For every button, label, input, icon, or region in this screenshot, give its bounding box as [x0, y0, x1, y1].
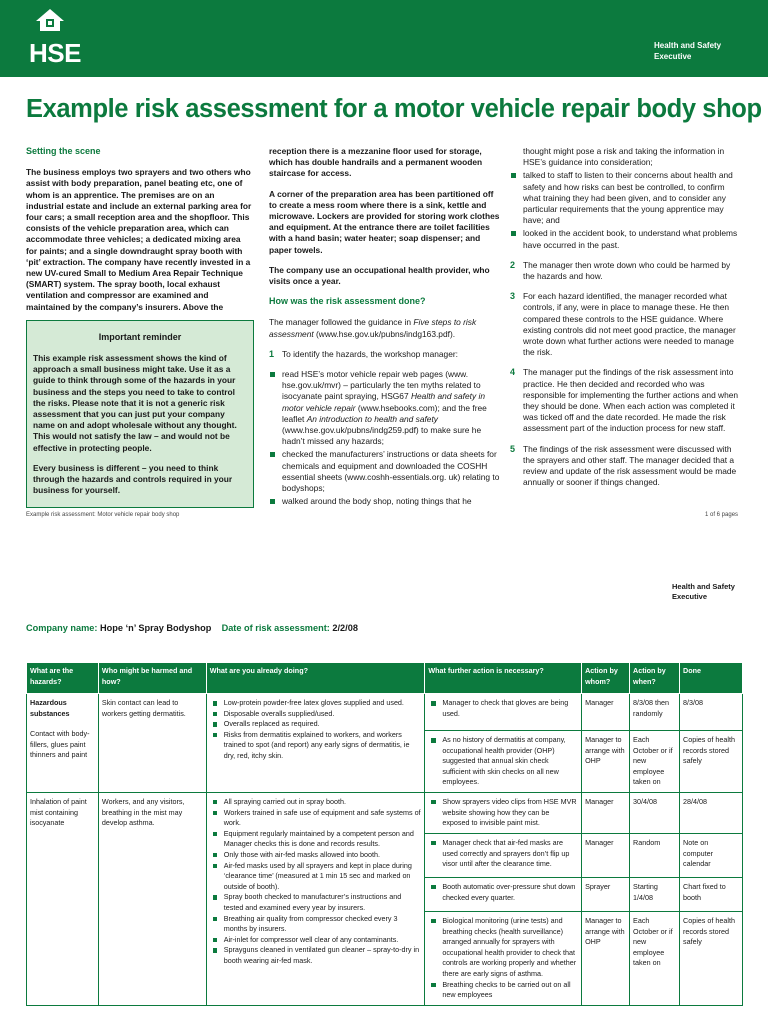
list-item: Spray booth checked to manufacturer’s instructions and tested and examined every year by insurers. — [210, 892, 422, 913]
list-item: Biological monitoring (urine tests) and breathing checks (health surveillance) arranged annually for sprayers with occupational health provider to check that controls are working properly and whether there are early signs of asthma. — [428, 916, 578, 980]
step-text: To identify the hazards, the workshop manager: — [282, 348, 458, 359]
action-by: Manager — [582, 833, 629, 873]
step-number: 5 — [510, 443, 516, 454]
hazard-title: Hazardous substances — [30, 698, 70, 718]
text: Health and safety in motor vehicle repair — [282, 391, 485, 413]
section-heading: How was the risk assessment done? — [269, 296, 426, 307]
done-value: 28/4/08 — [683, 796, 707, 806]
action-cell — [425, 694, 582, 793]
column-header: Action by whom? — [582, 663, 630, 694]
done-value: 8/3/08 — [683, 698, 703, 707]
list-item: talked to staff to listen to their concerns about health and safety and how risks can best be controlled, to confirm what training they had been given, and to consider any particular requirements that the young apprentice may have; and — [510, 170, 743, 226]
by-cell — [582, 792, 630, 1005]
by-cell — [582, 694, 630, 793]
bullet-list — [428, 916, 578, 1001]
step — [269, 349, 501, 360]
done-value: Chart fixed to booth — [680, 877, 742, 907]
step-number: 4 — [510, 367, 516, 378]
action-when: 30/4/08 — [633, 796, 658, 806]
action-when: Each October or if new employee taken on — [630, 730, 679, 788]
bullet-list — [510, 170, 743, 250]
step-number: 3 — [510, 291, 516, 302]
doing-cell — [206, 694, 425, 793]
who-cell: Skin contact can lead to workers getting dermatitis. — [98, 694, 206, 793]
sub-action — [425, 833, 581, 873]
column-header: Action by when? — [630, 663, 680, 694]
step — [510, 367, 743, 434]
hazard-cell — [27, 694, 99, 793]
bullet-list — [269, 369, 501, 507]
steps-list — [269, 349, 501, 360]
scene-paragraph: The business employs two sprayers and two others who assist with body preparation, panel beating etc, one of whom is an apprentice. The premises are on an industrial estate and include an external parking area for four cars; a small reception area and the shopfloor. This consists of the vehicle preparation area, which can accommodate three vehicles; a dedicated mixing area for paints; and a single downdraught spray booth with ‘pit’ extraction. The company have recently invested in a new UV-cured Small to Medium Area Repair Technique (SMART) system. The spray booth, local exhaust ventilation and compressor are examined and maintained by the company’s insurers. Above the — [26, 167, 252, 312]
list-item: Air-inlet for compressor well clear of any contaminants. — [210, 935, 422, 946]
reminder-paragraph: Every business is different – you need to think through the hazards and controls required in your business for yourself. — [33, 462, 233, 496]
page-number: 1 of 6 pages — [705, 512, 739, 518]
header-bar — [0, 0, 768, 77]
list-item: looked in the accident book, to understand what problems have occurred in the past. — [510, 228, 743, 250]
step-number: 2 — [510, 259, 516, 270]
bullet-list — [210, 698, 422, 762]
list-item: Overalls replaced as required. — [210, 719, 422, 730]
company-name: Hope ‘n’ Spray Bodyshop — [100, 623, 212, 633]
sub-action — [425, 911, 581, 1001]
list-item: Manager check that air-fed masks are used correctly and sprayers don’t flip up visor until after the clearance time. — [428, 838, 578, 870]
step-number: 1 — [269, 348, 275, 359]
list-item: All spraying carried out in spray booth. — [210, 797, 422, 808]
column-3 — [510, 146, 743, 497]
text: (www.hse.gov.uk/pubns/indg163.pdf). — [313, 328, 456, 339]
org-line: Health and Safety — [654, 41, 722, 50]
list-item: Workers trained in safe use of equipment and safe systems of work. — [210, 808, 422, 829]
bullet-list — [428, 698, 578, 726]
sub-action — [425, 730, 581, 788]
hazard-description: Contact with body-fillers, glues paint thinners and paint — [30, 729, 90, 760]
done-value: Copies of health records stored safely — [680, 911, 742, 948]
list-item: Show sprayers video clips from HSE MVR website showing how they can be exposed to invisible paint mist. — [428, 797, 578, 829]
step-text: The findings of the risk assessment were discussed with the sprayers and other staff. The manager decided that a review and update of the risk assessment would be made annually or sooner if things changed. — [523, 443, 737, 488]
hse-logo — [27, 8, 81, 68]
company-label: Company name: — [26, 623, 98, 633]
list-item: Manager to check that gloves are being used. — [428, 698, 578, 719]
continued-text: thought might pose a risk and taking the information in HSE’s guidance into consideration; — [523, 146, 725, 168]
intro-paragraph — [269, 317, 501, 339]
house-icon — [35, 8, 65, 32]
column-header: What are you already doing? — [206, 663, 425, 694]
list-item: Low-protein powder-free latex gloves supplied and used. — [210, 698, 422, 709]
steps-list — [510, 260, 743, 489]
list-item: Booth automatic over-pressure shut down checked every quarter. — [428, 882, 578, 903]
done-cell — [680, 792, 743, 1005]
bullet-list — [428, 797, 578, 829]
column-header: Done — [680, 663, 743, 694]
bullet-list — [210, 797, 422, 967]
when-cell — [630, 792, 680, 1005]
reminder-paragraph: This example risk assessment shows the kind of approach a small business might take. Use it as a guide to think through some of the hazards in your business and the steps you need to take to control the risks. Please note that it is not a generic risk assessment that you can just put your company name on and adopt wholesale without any thought. This would not satisfy the law – and would not be effective in protecting people. — [33, 353, 237, 453]
list-item: Sprayguns cleaned in ventilated gun cleaner – spray-to-dry in booth wearing air-fed mask. — [210, 945, 422, 966]
action-when: Random — [630, 833, 679, 873]
column-1 — [26, 146, 254, 322]
text: (www.hse.gov.uk/pubns/indg259.pdf) to make sure he hadn’t missed any hazards; — [282, 425, 482, 447]
action-when: Each October or if new employee taken on — [630, 911, 679, 969]
action-by: Manager — [585, 698, 614, 707]
table-header-row — [27, 663, 743, 694]
org-line: Executive — [672, 592, 708, 601]
done-cell — [680, 694, 743, 793]
page-title: Example risk assessment for a motor vehicle repair body shop — [26, 95, 762, 123]
column-header: What are the hazards? — [27, 663, 99, 694]
action-when: Starting 1/4/08 — [630, 877, 679, 907]
list-item: checked the manufacturers’ instructions or data sheets for chemicals and equipment and downloaded the COSHH essential sheets (www.coshh-essentials.org. uk) relating to bodyshops; — [269, 449, 501, 494]
org-line: Health and Safety — [672, 582, 735, 591]
logo-text: HSE — [29, 38, 81, 68]
column-header: Who might be harmed and how? — [98, 663, 206, 694]
column-header: What further action is necessary? — [425, 663, 582, 694]
list-item: Only those with air-fed masks allowed into booth. — [210, 850, 422, 861]
column-2 — [269, 146, 501, 509]
action-by: Manager — [585, 796, 614, 806]
bullet-list — [428, 838, 578, 870]
sub-action — [425, 877, 581, 907]
company-line — [26, 623, 358, 633]
section-heading: Setting the scene — [26, 146, 101, 156]
action-by: Manager to arrange with OHP — [582, 911, 629, 948]
risk-assessment-table — [26, 662, 743, 1006]
doing-cell — [206, 792, 425, 1005]
list-item — [269, 369, 501, 447]
hazard-cell: Inhalation of paint mist containing isocyanate — [27, 792, 99, 1005]
done-value: Note on computer calendar — [680, 833, 742, 873]
list-item: Disposable overalls supplied/used. — [210, 709, 422, 720]
assessment-date: 2/2/08 — [332, 623, 358, 633]
text: read HSE’s motor vehicle repair web pages (www. hse.gov.uk/mvr) – particularly the ten myths related to isocyanate paint spraying, HSG67 — [282, 369, 481, 402]
bullet-list — [428, 882, 578, 903]
step-text: For each hazard identified, the manager recorded what controls, if any, were in place to manage these. He then compared these controls to the HSE guidance. Where existing controls did not meet good practice, the manager wrote down what further actions were needed to manage the risk. — [523, 291, 736, 358]
date-label: Date of risk assessment: — [221, 623, 330, 633]
action-cell — [425, 792, 582, 1005]
table-row — [27, 694, 743, 793]
text: Five steps to risk assessment — [269, 317, 477, 339]
step — [510, 291, 743, 358]
org-line: Executive — [654, 52, 692, 61]
paragraph: reception there is a mezzanine floor used for storage, which has double handrails and a permanent wooden staircase for access. — [269, 146, 483, 179]
action-when: 8/3/08 then randomly — [633, 698, 670, 718]
who-cell: Workers, and any visitors, breathing in the mist may develop asthma. — [98, 792, 206, 1005]
text: An introduction to health and safety — [306, 413, 438, 424]
text: (www.hsebooks.com); and the free leaflet — [282, 402, 487, 424]
list-item: Breathing checks to be carried out on all new employees — [428, 980, 578, 1001]
list-item: walked around the body shop, noting things that he — [269, 496, 501, 507]
paragraph: The company use an occupational health provider, who visits once a year. — [269, 264, 490, 287]
done-value: Copies of health records stored safely — [680, 730, 742, 767]
list-item: Breathing air quality from compressor checked every 3 months by insurers. — [210, 914, 422, 935]
step — [510, 444, 743, 489]
list-item: Risks from dermatitis explained to workers, and workers trained to spot (and report) any early signs of dermatitis, ie dry, red, itchy skin. — [210, 730, 422, 762]
important-reminder-box — [26, 320, 254, 508]
bullet-list — [428, 735, 578, 788]
when-cell — [630, 694, 680, 793]
action-by: Sprayer — [582, 877, 629, 907]
table-row — [27, 792, 743, 1005]
step — [510, 260, 743, 282]
step-text: The manager put the findings of the risk assessment into practice. He then decided and recorded who was responsible for implementing the further actions and when they should be done. When each action was completed it was ticked off and the date recorded. He made the risk assessment part of the induction process for new staff. — [523, 367, 739, 434]
action-by: Manager to arrange with OHP — [582, 730, 629, 767]
reminder-title: Important reminder — [98, 332, 182, 342]
org-name — [672, 582, 735, 602]
list-item: Equipment regularly maintained by a competent person and Manager checks this is done and records results. — [210, 829, 422, 850]
list-item: Air-fed masks used by all sprayers and kept in place during ‘clearance time’ (measured at 1 min 15 sec and marked on outside of booth). — [210, 861, 422, 893]
step-text: The manager then wrote down who could be harmed by the hazards and how. — [523, 259, 731, 282]
list-item: As no history of dermatitis at company, occupational health provider (OHP) suggested that annual skin check sufficient with skin checks on all new employees. — [428, 735, 578, 788]
text: The manager followed the guidance in — [269, 317, 414, 328]
paragraph: A corner of the preparation area has been partitioned off to create a mess room where there is a sink, kettle and microwave. Lockers are provided for storing work clothes and equipment. At the entrance there are toilet facilities with a hand basin; water heater; soap dispenser; and paper towels. — [269, 188, 500, 255]
footer-title: Example risk assessment: Motor vehicle repair body shop — [26, 512, 180, 518]
org-name — [654, 40, 721, 62]
